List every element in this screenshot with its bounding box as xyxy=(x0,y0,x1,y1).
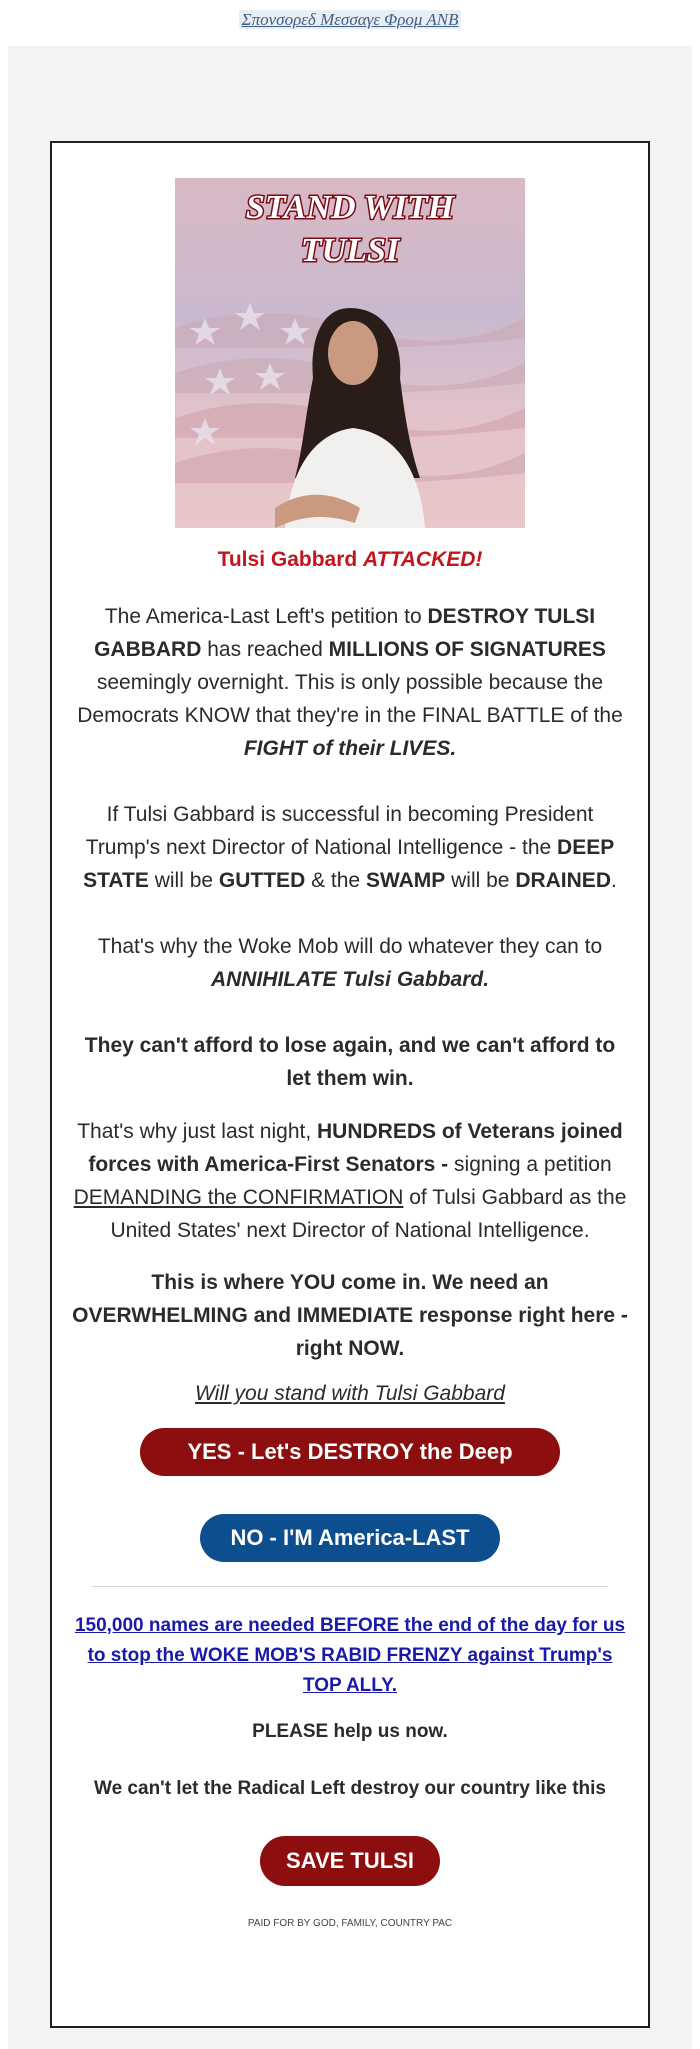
headline-verb: ATTACKED! xyxy=(363,548,483,571)
text: signing a petition xyxy=(448,1153,612,1176)
text: seemingly overnight. This is only possible because the Democrats KNOW that they're in the FINAL BATTLE of the xyxy=(77,671,623,727)
cant-let-text: We can't let the Radical Left destroy our country like this xyxy=(94,1778,606,1799)
bold-text: GUTTED xyxy=(218,869,306,892)
text: . xyxy=(610,869,617,892)
hero-graphic xyxy=(175,178,525,528)
text: will be xyxy=(148,869,219,892)
bold-text: HUNDREDS of Veterans joined forces with America-First Senators - xyxy=(88,1120,623,1176)
email-card xyxy=(50,141,650,2028)
please-help-text xyxy=(52,1721,648,1743)
text: has reached xyxy=(201,638,329,661)
paragraph-woke-mob xyxy=(52,930,648,996)
headline xyxy=(52,548,648,572)
text: of Tulsi Gabbard as the United States' next Director of National Intelligence. xyxy=(110,1186,627,1242)
yes-button[interactable]: YES - Let's DESTROY the Deep State xyxy=(140,1428,560,1476)
bold-text: DRAINED xyxy=(515,869,611,892)
hero-image xyxy=(175,178,525,528)
save-button-row xyxy=(52,1800,648,1886)
please-bold: PLEASE xyxy=(252,1721,329,1742)
bold-text: DEEP STATE xyxy=(83,836,615,892)
bold-italic-text: FIGHT of their LIVES. xyxy=(243,737,457,760)
sponsored-banner xyxy=(0,0,700,46)
please-rest: help us now. xyxy=(328,1721,448,1742)
hero-title-line2: TULSI xyxy=(300,232,400,269)
paragraph-petition xyxy=(52,600,648,765)
text: The America-Last Left's petition to xyxy=(104,605,428,628)
divider xyxy=(92,1586,608,1587)
hero-title-line1: STAND WITH xyxy=(245,189,455,226)
stand-question[interactable]: Will you stand with Tulsi Gabbard xyxy=(195,1382,505,1405)
underlined-text: DEMANDING the CONFIRMATION xyxy=(73,1186,404,1209)
text: If Tulsi Gabbard is successful in becoming President Trump's next Director of National Intelligence - the xyxy=(85,803,594,859)
sponsored-link[interactable]: Σπονσορεδ Μεσσαγε Φρομ ΑΝΒ xyxy=(239,10,462,29)
no-button[interactable]: NO - I'M America-LAST xyxy=(200,1514,500,1562)
paragraph-afford: They can't afford to lose again, and we can't afford to let them win. xyxy=(84,1034,616,1090)
yes-button-row xyxy=(52,1406,648,1512)
bold-text: SWAMP xyxy=(365,869,446,892)
save-tulsi-button[interactable]: SAVE TULSI xyxy=(260,1836,440,1886)
paragraph-call-to-action: This is where YOU come in. We need an OVERWHELMING and IMMEDIATE response right here - right NOW. xyxy=(72,1271,628,1360)
text: That's why just last night, xyxy=(77,1120,318,1143)
bold-text: MILLIONS OF SIGNATURES xyxy=(328,638,606,661)
text: will be xyxy=(445,869,516,892)
names-needed-link[interactable]: 150,000 names are needed BEFORE the end of the day for us to stop the WOKE MOB'S RABID FRENZY against Trump's TOP ALLY. xyxy=(74,1615,626,1696)
paid-for-disclaimer: PAID FOR BY GOD, FAMILY, COUNTRY PAC xyxy=(247,1918,453,1929)
text: & the xyxy=(305,869,366,892)
text: That's why the Woke Mob will do whatever they can to xyxy=(97,935,603,958)
email-background xyxy=(8,46,692,2049)
bold-text: DESTROY TULSI GABBARD xyxy=(94,605,596,661)
paragraph-director xyxy=(52,798,648,897)
no-button-row xyxy=(52,1512,648,1562)
headline-name: Tulsi Gabbard xyxy=(217,548,364,571)
bold-italic-text: ANNIHILATE Tulsi Gabbard. xyxy=(210,968,490,991)
paragraph-veterans xyxy=(52,1115,648,1247)
